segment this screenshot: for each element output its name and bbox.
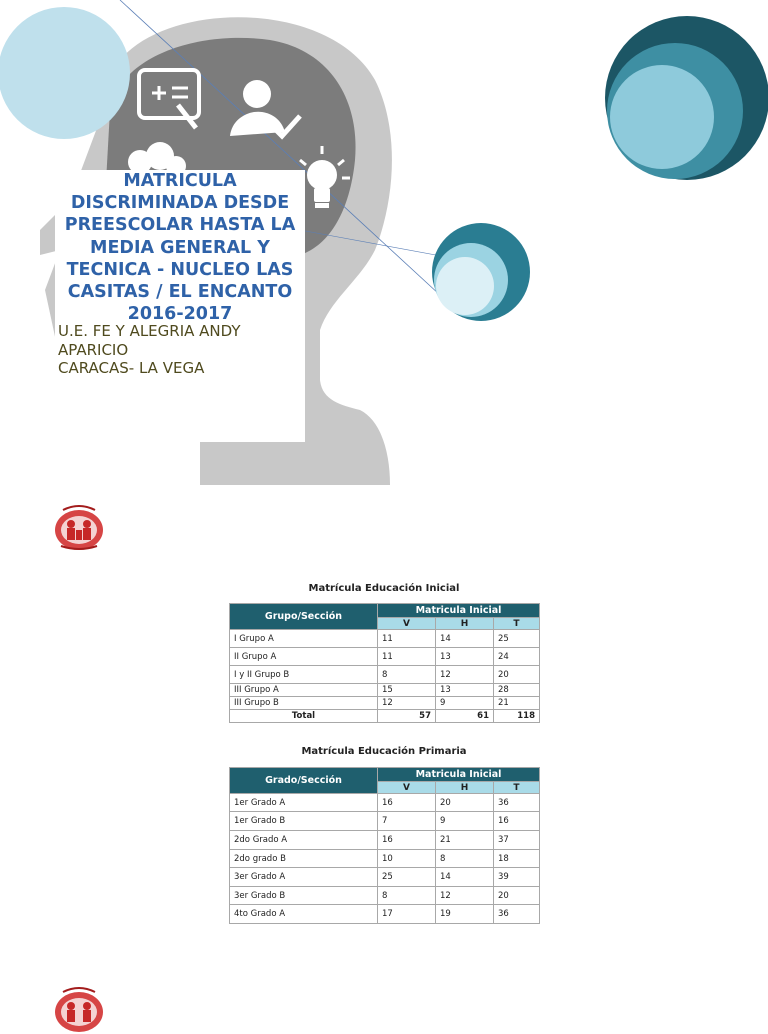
- cell-v: 15: [378, 684, 436, 697]
- school-name: U.E. FE Y ALEGRIA ANDY APARICIO: [58, 322, 241, 359]
- table-row: [230, 648, 540, 666]
- school-logo-footer: [51, 982, 107, 1034]
- total-label: Total: [230, 710, 378, 723]
- cell-section: 2do Grado A: [230, 831, 378, 850]
- cell-t: 21: [494, 697, 540, 710]
- cell-h: 21: [436, 831, 494, 850]
- cell-section: 1er Grado B: [230, 812, 378, 831]
- school-logo: [51, 500, 107, 552]
- column-header-t: T: [494, 618, 540, 630]
- cell-section: II Grupo A: [230, 648, 378, 666]
- column-header-matricula: Matricula Inicial: [378, 604, 540, 618]
- cell-section: 2do grado B: [230, 850, 378, 868]
- total-h: 61: [436, 710, 494, 723]
- cell-h: 19: [436, 905, 494, 924]
- column-header-v: V: [378, 618, 436, 630]
- cell-t: 20: [494, 666, 540, 684]
- table-row: [230, 812, 540, 831]
- cell-h: 14: [436, 868, 494, 887]
- school-info: [58, 322, 304, 378]
- cell-section: I Grupo A: [230, 630, 378, 648]
- cell-h: 14: [436, 630, 494, 648]
- cell-t: 25: [494, 630, 540, 648]
- cell-h: 13: [436, 648, 494, 666]
- cell-t: 36: [494, 794, 540, 812]
- cell-v: 17: [378, 905, 436, 924]
- cell-h: 9: [436, 812, 494, 831]
- cell-t: 39: [494, 868, 540, 887]
- cell-v: 12: [378, 697, 436, 710]
- cell-v: 11: [378, 648, 436, 666]
- table-row: [230, 850, 540, 868]
- table-inicial: [229, 603, 540, 723]
- column-header-v: V: [378, 782, 436, 794]
- column-header-h: H: [436, 782, 494, 794]
- cell-section: 4to Grado A: [230, 905, 378, 924]
- cell-t: 16: [494, 812, 540, 831]
- table-row: [230, 684, 540, 697]
- cell-section: 3er Grado B: [230, 887, 378, 905]
- cell-section: III Grupo A: [230, 684, 378, 697]
- cell-t: 36: [494, 905, 540, 924]
- cell-h: 8: [436, 850, 494, 868]
- table-title-primaria: Matrícula Educación Primaria: [301, 746, 467, 757]
- cell-t: 28: [494, 684, 540, 697]
- cell-section: I y II Grupo B: [230, 666, 378, 684]
- column-header-grade: Grado/Sección: [230, 768, 378, 794]
- cell-t: 37: [494, 831, 540, 850]
- cell-v: 16: [378, 794, 436, 812]
- column-header-matricula: Matricula Inicial: [378, 768, 540, 782]
- concentric-circles-small: [432, 223, 530, 321]
- cell-h: 12: [436, 666, 494, 684]
- table-row: [230, 794, 540, 812]
- cell-t: 20: [494, 887, 540, 905]
- table-row: [230, 868, 540, 887]
- concentric-circles-large: [605, 16, 768, 180]
- school-location: CARACAS- LA VEGA: [58, 359, 205, 377]
- cell-t: 24: [494, 648, 540, 666]
- column-header-t: T: [494, 782, 540, 794]
- decor-circle: [0, 7, 130, 139]
- cell-v: 25: [378, 868, 436, 887]
- cell-h: 13: [436, 684, 494, 697]
- table-row: [230, 697, 540, 710]
- column-header-h: H: [436, 618, 494, 630]
- cell-v: 11: [378, 630, 436, 648]
- table-row: [230, 630, 540, 648]
- cell-h: 9: [436, 697, 494, 710]
- table-row: [230, 905, 540, 924]
- cell-h: 20: [436, 794, 494, 812]
- cell-v: 7: [378, 812, 436, 831]
- table-row: [230, 666, 540, 684]
- document-title: MATRICULA DISCRIMINADA DESDE PREESCOLAR HASTA LA MEDIA GENERAL Y TECNICA - NUCLEO LAS CASITAS / EL ENCANTO 2016-2017: [64, 171, 296, 325]
- cell-v: 16: [378, 831, 436, 850]
- table-total-row: [230, 710, 540, 723]
- cell-v: 10: [378, 850, 436, 868]
- cell-h: 12: [436, 887, 494, 905]
- cell-v: 8: [378, 666, 436, 684]
- table-row: [230, 887, 540, 905]
- cell-t: 18: [494, 850, 540, 868]
- column-header-group: Grupo/Sección: [230, 604, 378, 630]
- cell-section: 1er Grado A: [230, 794, 378, 812]
- table-title-inicial: Matrícula Educación Inicial: [308, 583, 460, 594]
- table-primaria: [229, 767, 540, 924]
- total-t: 118: [494, 710, 540, 723]
- cell-section: 3er Grado A: [230, 868, 378, 887]
- cell-section: III Grupo B: [230, 697, 378, 710]
- table-row: [230, 831, 540, 850]
- cell-v: 8: [378, 887, 436, 905]
- total-v: 57: [378, 710, 436, 723]
